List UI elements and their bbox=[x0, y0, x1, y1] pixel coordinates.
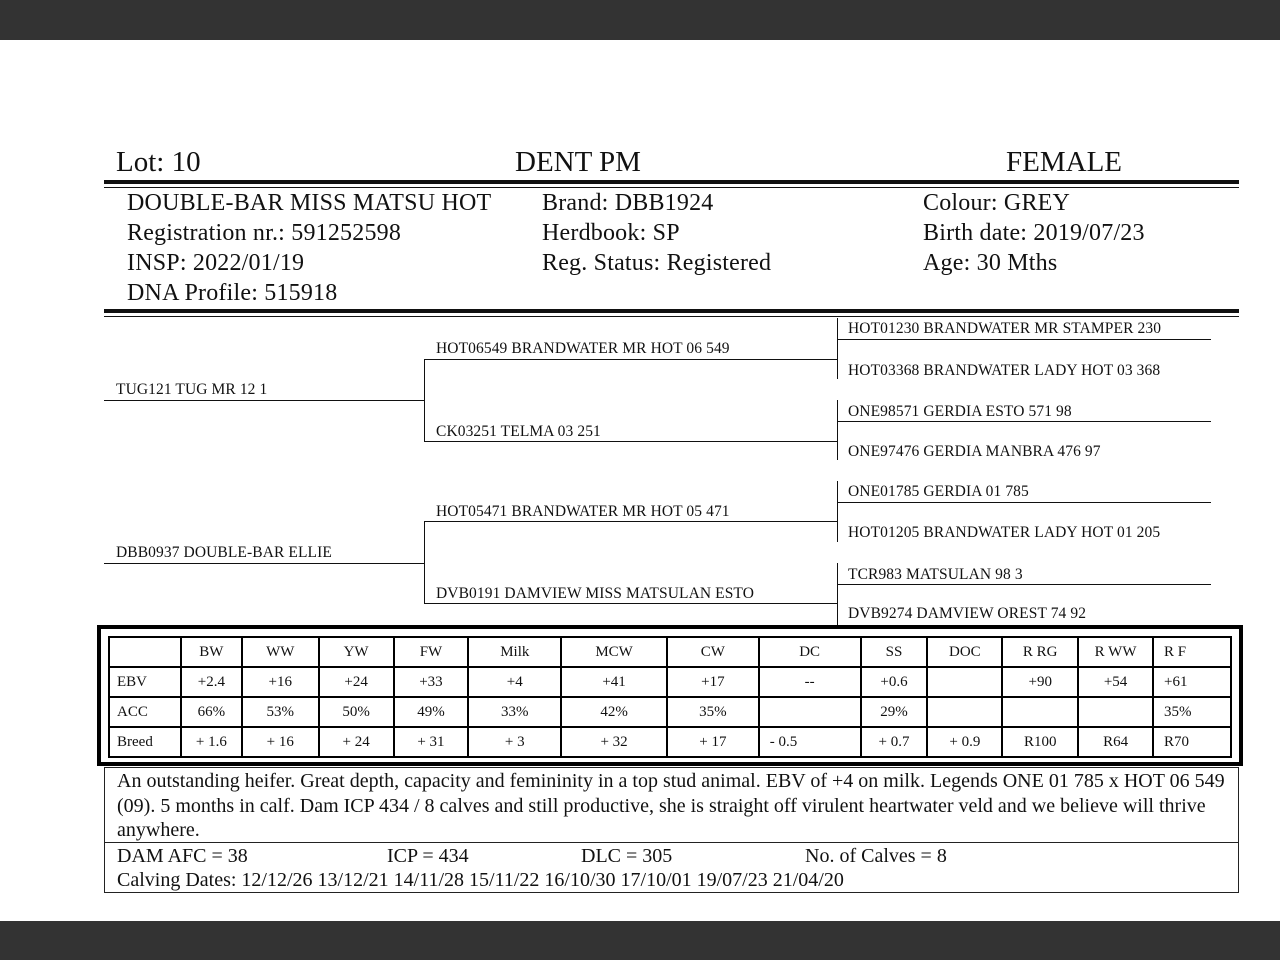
ebv-cell: 42% bbox=[561, 697, 667, 727]
viewer-bottom-bar bbox=[0, 921, 1280, 960]
ebv-row-ebv bbox=[109, 667, 1231, 697]
herdbook: Herdbook: SP bbox=[542, 220, 680, 246]
ebv-cell: +54 bbox=[1078, 667, 1153, 697]
ebv-cell bbox=[759, 697, 861, 727]
ebv-cell: +0.6 bbox=[861, 667, 928, 697]
ebv-cell: + 16 bbox=[242, 727, 319, 757]
ebv-cell: +16 bbox=[242, 667, 319, 697]
pedigree-sire-dam: CK03251 TELMA 03 251 bbox=[436, 423, 601, 440]
pedigree-line bbox=[424, 603, 837, 604]
ebv-cell: R100 bbox=[1002, 727, 1078, 757]
pedigree-line bbox=[837, 584, 1211, 585]
ebv-cell: 29% bbox=[861, 697, 928, 727]
pedigree-ggp-2: HOT03368 BRANDWATER LADY HOT 03 368 bbox=[848, 362, 1161, 379]
pedigree-connector bbox=[837, 400, 838, 460]
ebv-cell: -- bbox=[759, 667, 861, 697]
ebv-header-row bbox=[109, 637, 1231, 667]
ebv-col-header: YW bbox=[319, 637, 394, 667]
ebv-cell: + 31 bbox=[394, 727, 469, 757]
dam-icp: ICP = 434 bbox=[387, 845, 469, 867]
pedigree-ggp-3: ONE98571 GERDIA ESTO 571 98 bbox=[848, 403, 1072, 420]
lot-number: 10 bbox=[171, 146, 201, 178]
colour: Colour: GREY bbox=[923, 190, 1071, 216]
ebv-cell: +61 bbox=[1153, 667, 1231, 697]
notes-divider bbox=[105, 842, 1238, 843]
ebv-col-header: FW bbox=[394, 637, 469, 667]
ebv-col-header: R WW bbox=[1078, 637, 1153, 667]
ebv-col-header: Milk bbox=[468, 637, 561, 667]
ebv-row-label: ACC bbox=[109, 697, 181, 727]
info-rule-thin bbox=[104, 316, 1239, 317]
insp-date: INSP: 2022/01/19 bbox=[127, 250, 305, 276]
pedigree-connector bbox=[837, 318, 838, 379]
ebv-cell: + 32 bbox=[561, 727, 667, 757]
ebv-row-breed bbox=[109, 727, 1231, 757]
ebv-cell: + 17 bbox=[667, 727, 759, 757]
ebv-corner-cell bbox=[109, 637, 181, 667]
ebv-cell: 49% bbox=[394, 697, 469, 727]
dam-dlc: DLC = 305 bbox=[581, 845, 673, 867]
pedigree-line bbox=[104, 400, 424, 401]
ebv-col-header: SS bbox=[861, 637, 928, 667]
ebv-cell: + 1.6 bbox=[181, 727, 242, 757]
ebv-cell: +90 bbox=[1002, 667, 1078, 697]
ebv-table bbox=[108, 636, 1232, 758]
ebv-cell: + 0.9 bbox=[927, 727, 1002, 757]
age: Age: 30 Mths bbox=[923, 250, 1058, 276]
pedigree-connector bbox=[837, 563, 838, 625]
pedigree-ggp-8: DVB9274 DAMVIEW OREST 74 92 bbox=[848, 605, 1087, 622]
pedigree-dam-dam: DVB0191 DAMVIEW MISS MATSULAN ESTO bbox=[436, 585, 755, 602]
ebv-row-label: Breed bbox=[109, 727, 181, 757]
pedigree-ggp-4: ONE97476 GERDIA MANBRA 476 97 bbox=[848, 443, 1101, 460]
pedigree-dam-sire: HOT05471 BRANDWATER MR HOT 05 471 bbox=[436, 503, 730, 520]
pedigree-line bbox=[837, 421, 1211, 422]
pedigree-line bbox=[424, 521, 837, 522]
ebv-cell: + 3 bbox=[468, 727, 561, 757]
registration-number: Registration nr.: 591252598 bbox=[127, 220, 402, 246]
pedigree-dam: DBB0937 DOUBLE-BAR ELLIE bbox=[116, 544, 332, 561]
pedigree-sire-sire: HOT06549 BRANDWATER MR HOT 06 549 bbox=[436, 340, 730, 357]
pedigree-sire: TUG121 TUG MR 12 1 bbox=[116, 381, 268, 398]
lot-title: DENT PM bbox=[515, 146, 641, 178]
ebv-col-header: R F bbox=[1153, 637, 1231, 667]
ebv-col-header: WW bbox=[242, 637, 319, 667]
notes-box bbox=[104, 767, 1239, 893]
pedigree-line bbox=[424, 441, 837, 442]
pedigree-ggp-7: TCR983 MATSULAN 98 3 bbox=[848, 566, 1023, 583]
ebv-cell: +2.4 bbox=[181, 667, 242, 697]
ebv-cell: 33% bbox=[468, 697, 561, 727]
ebv-cell bbox=[1078, 697, 1153, 727]
header-rule-thin bbox=[104, 187, 1239, 188]
dam-afc: DAM AFC = 38 bbox=[117, 845, 248, 867]
pedigree-connector bbox=[837, 481, 838, 542]
dna-profile: DNA Profile: 515918 bbox=[127, 280, 338, 306]
animal-description: An outstanding heifer. Great depth, capacity and femininity in a top stud animal. EBV of +4 on milk. Legends ONE 01 785 x HOT 06 549 (09). 5 months in calf. Dam ICP 434 / 8 calves and still productive, she is straight off virulent heartwater veld and we believe will thrive anywhere. bbox=[117, 770, 1225, 841]
ebv-cell: 35% bbox=[667, 697, 759, 727]
ebv-cell: R64 bbox=[1078, 727, 1153, 757]
animal-name: DOUBLE-BAR MISS MATSU HOT bbox=[127, 190, 492, 216]
pedigree-line bbox=[424, 359, 837, 360]
dam-calves: No. of Calves = 8 bbox=[805, 845, 947, 867]
ebv-cell: +24 bbox=[319, 667, 394, 697]
ebv-col-header: MCW bbox=[561, 637, 667, 667]
pedigree-connector bbox=[424, 522, 425, 604]
pedigree-line bbox=[104, 563, 424, 564]
lot-heading bbox=[116, 146, 201, 179]
ebv-cell: + 24 bbox=[319, 727, 394, 757]
pedigree-connector bbox=[424, 360, 425, 441]
ebv-cell: +41 bbox=[561, 667, 667, 697]
pedigree-ggp-6: HOT01205 BRANDWATER LADY HOT 01 205 bbox=[848, 524, 1161, 541]
brand: Brand: DBB1924 bbox=[542, 190, 714, 216]
ebv-cell: 53% bbox=[242, 697, 319, 727]
ebv-cell: +4 bbox=[468, 667, 561, 697]
registration-status: Reg. Status: Registered bbox=[542, 250, 772, 276]
ebv-col-header: DC bbox=[759, 637, 861, 667]
ebv-cell: - 0.5 bbox=[759, 727, 861, 757]
lot-label: Lot: bbox=[116, 146, 165, 178]
ebv-cell bbox=[927, 667, 1002, 697]
ebv-cell: +17 bbox=[667, 667, 759, 697]
ebv-row-label: EBV bbox=[109, 667, 181, 697]
ebv-cell: 35% bbox=[1153, 697, 1231, 727]
ebv-col-header: DOC bbox=[927, 637, 1002, 667]
header-rule-thick bbox=[104, 180, 1239, 184]
ebv-cell: + 0.7 bbox=[861, 727, 928, 757]
ebv-cell: R70 bbox=[1153, 727, 1231, 757]
ebv-cell bbox=[1002, 697, 1078, 727]
ebv-row-acc bbox=[109, 697, 1231, 727]
pedigree-ggp-5: ONE01785 GERDIA 01 785 bbox=[848, 483, 1029, 500]
calving-dates: Calving Dates: 12/12/26 13/12/21 14/11/28 15/11/22 16/10/30 17/10/01 19/07/23 21/04/20 bbox=[117, 869, 844, 891]
info-rule-thick bbox=[104, 309, 1239, 313]
ebv-col-header: R RG bbox=[1002, 637, 1078, 667]
ebv-col-header: BW bbox=[181, 637, 242, 667]
viewer-top-bar bbox=[0, 0, 1280, 40]
ebv-cell: 50% bbox=[319, 697, 394, 727]
pedigree-ggp-1: HOT01230 BRANDWATER MR STAMPER 230 bbox=[848, 320, 1162, 337]
birth-date: Birth date: 2019/07/23 bbox=[923, 220, 1145, 246]
pedigree-line bbox=[837, 339, 1211, 340]
ebv-col-header: CW bbox=[667, 637, 759, 667]
ebv-cell: 66% bbox=[181, 697, 242, 727]
sex-label: FEMALE bbox=[1006, 146, 1122, 178]
ebv-cell: +33 bbox=[394, 667, 469, 697]
pedigree-line bbox=[837, 502, 1211, 503]
ebv-cell bbox=[927, 697, 1002, 727]
